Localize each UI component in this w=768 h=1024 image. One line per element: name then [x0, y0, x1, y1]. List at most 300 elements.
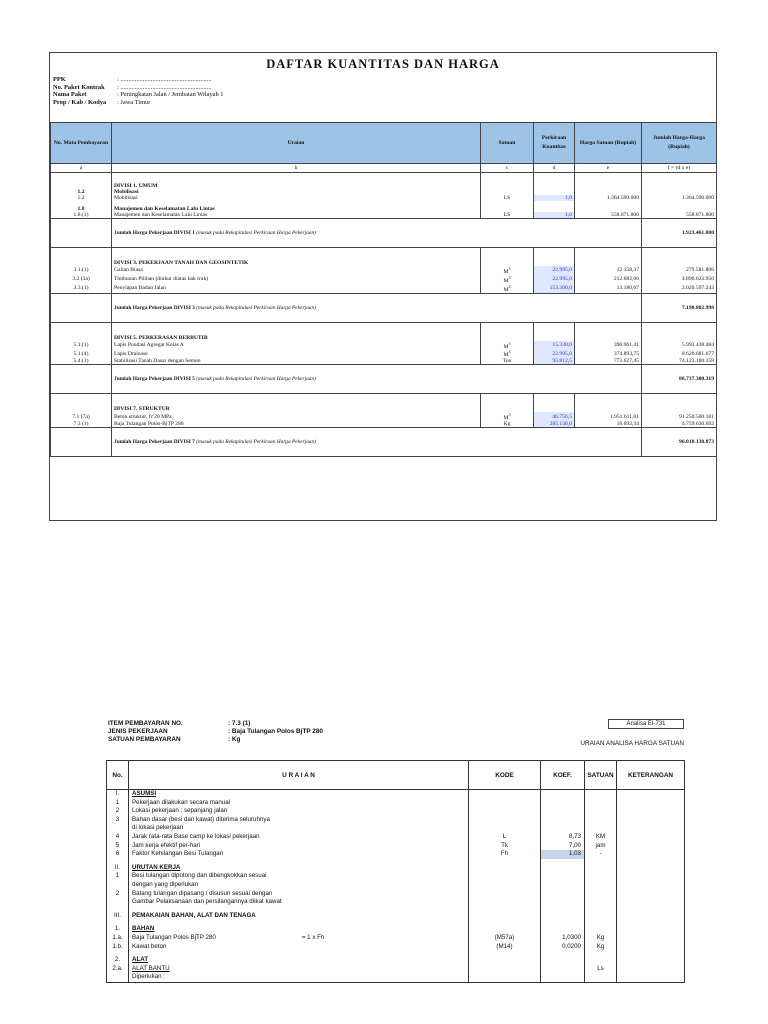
analysis-row	[107, 872, 685, 881]
division-total-label	[112, 219, 642, 248]
row-remarks	[617, 881, 685, 890]
row-description	[129, 973, 469, 982]
description-text: Kawat beton	[132, 942, 167, 950]
column-letter: c	[481, 164, 534, 173]
row-remarks	[617, 912, 685, 921]
row-code	[469, 807, 541, 816]
empty-cell	[534, 248, 575, 256]
row-number: 5	[107, 842, 129, 851]
row-description	[129, 833, 469, 842]
row-code	[469, 881, 541, 890]
meta-row	[53, 76, 223, 84]
row-remarks	[617, 842, 685, 851]
item-unit-price: 16.692,34	[575, 421, 642, 428]
row-code	[469, 799, 541, 808]
unit-base: M	[503, 352, 509, 359]
table-row	[51, 412, 717, 421]
row-code	[469, 965, 541, 974]
column-letter: b	[112, 164, 481, 173]
title-text: DIVISI 7. STRUKTUR	[112, 406, 481, 412]
quantities-table	[50, 122, 717, 457]
row-number: 2.a.	[107, 965, 129, 974]
item-description: Stabilisasi Tanah Dasar dengan Semen	[112, 358, 481, 365]
empty-cell	[51, 293, 112, 322]
analysis-row	[107, 881, 685, 890]
item-number: 3.3.(1)	[51, 284, 112, 293]
item-unit-price: 390.961,41	[575, 341, 642, 350]
division-total-label	[112, 365, 642, 394]
col-header-jumlah: Jumlah Harga-Harga (Rupiah)	[642, 123, 717, 164]
field-key: ITEM PEMBAYARAN NO.	[108, 720, 183, 727]
item-total: 91.250.500.181	[642, 412, 717, 421]
description-text: di lokasi pekerjaan	[132, 824, 184, 832]
analysis-header-field	[108, 728, 323, 736]
bill-of-quantities-sheet	[49, 52, 717, 521]
column-letter: f = (d x e)	[642, 164, 717, 173]
row-code	[469, 816, 541, 825]
row-unit: jam	[585, 842, 617, 851]
item-unit-price: 558.871.800	[575, 212, 642, 219]
description-text: ASUMSI	[132, 790, 157, 797]
item-total: 558.871.800	[642, 212, 717, 219]
analysis-subtitle: URAIAN ANALISA HARGA SATUAN	[580, 740, 684, 747]
row-code	[469, 890, 541, 899]
total-label-note: (masuk pada Rekapitulasi Perkiraan Harga Pekerjaan)	[196, 376, 316, 383]
ahs-col-no: No.	[107, 761, 129, 790]
item-unit-price: 1.951.611,01	[575, 412, 642, 421]
table-header-row	[51, 123, 717, 164]
field-key: SATUAN PEMBAYARAN	[108, 736, 181, 743]
unit-exponent: 3	[508, 349, 511, 355]
row-description	[129, 956, 469, 965]
row-code: (M14)	[469, 943, 541, 952]
row-description	[129, 890, 469, 899]
item-unit-price: 773.627,45	[575, 358, 642, 365]
row-remarks	[617, 799, 685, 808]
row-description	[129, 881, 469, 890]
row-remarks	[617, 816, 685, 825]
row-description	[129, 842, 469, 851]
row-coefficient	[541, 881, 585, 890]
row-coefficient	[541, 956, 585, 965]
row-code: L	[469, 833, 541, 842]
item-unit-price: 374.893,75	[575, 349, 642, 358]
ahs-col-satuan: SATUAN	[585, 761, 617, 790]
item-unit: LS	[481, 195, 534, 201]
item-number: 1.8.(1)	[51, 212, 112, 219]
analysis-row	[107, 912, 685, 921]
title-text: DIVISI 3. PEKERJAAN TANAH DAN GEOSINTETIK	[112, 260, 481, 266]
title-text: Mobilisasi	[112, 189, 481, 195]
row-remarks	[617, 824, 685, 833]
row-code	[469, 898, 541, 907]
item-quantity: 46.756,5	[534, 412, 575, 421]
row-number: 4	[107, 833, 129, 842]
col-header-kuantitas: Perkiraan Kuantitas	[534, 123, 575, 164]
item-total: 4.890.623.950	[642, 275, 717, 284]
division-total-label	[112, 293, 642, 322]
analysis-row	[107, 842, 685, 851]
analysis-header-field	[108, 736, 323, 744]
spacer-row	[51, 394, 717, 402]
sheet-title: DAFTAR KUANTITAS DAN HARGA	[266, 57, 500, 71]
analysis-header-row	[107, 761, 685, 790]
row-unit	[585, 790, 617, 799]
row-remarks	[617, 956, 685, 965]
row-description	[129, 816, 469, 825]
analysis-row	[107, 890, 685, 899]
row-remarks	[617, 790, 685, 799]
row-remarks	[617, 898, 685, 907]
item-unit	[481, 341, 534, 350]
empty-cell	[51, 428, 112, 457]
table-row	[51, 341, 717, 350]
empty-cell	[51, 219, 112, 248]
row-unit: Kg	[585, 943, 617, 952]
item-unit	[481, 349, 534, 358]
row-number	[107, 898, 129, 907]
row-remarks	[617, 807, 685, 816]
row-coefficient	[541, 872, 585, 881]
item-description: Mobilisasi	[112, 195, 481, 201]
meta-row	[53, 84, 223, 92]
ahs-col-keterangan: KETERANGAN	[617, 761, 685, 790]
row-coefficient	[541, 973, 585, 982]
row-description	[129, 912, 469, 921]
row-number: 6	[107, 850, 129, 859]
column-letters-row	[51, 164, 717, 173]
meta-key: Nama Paket	[53, 91, 87, 99]
project-meta	[53, 76, 223, 106]
meta-key: No. Paket Kontrak	[53, 83, 105, 91]
empty-cell	[534, 394, 575, 402]
item-unit: Ton	[481, 358, 534, 365]
column-letter: e	[575, 164, 642, 173]
total-label-note: (masuk pada Rekapitulasi Perkiraan Harga Pekerjaan)	[196, 439, 316, 446]
empty-cell	[642, 322, 717, 330]
row-remarks	[617, 925, 685, 934]
analysis-row	[107, 790, 685, 799]
field-value: : 7.3 (1)	[228, 720, 251, 727]
row-remarks	[617, 872, 685, 881]
unit-base: M	[503, 415, 509, 422]
row-unit	[585, 925, 617, 934]
division-total-value: 88.737.300.319	[642, 365, 717, 394]
col-header-harga: Harga Satuan (Rupiah)	[575, 123, 642, 164]
row-coefficient	[541, 925, 585, 934]
meta-value: : .........................................................	[117, 83, 212, 91]
division-total-row	[51, 365, 717, 394]
item-quantity: 22.995,0	[534, 349, 575, 358]
total-label-text: Jumlah Harga Pekerjaan DIVISI 1	[114, 230, 195, 236]
col-header-uraian: Uraian	[112, 123, 481, 164]
analysis-header-field	[108, 720, 323, 728]
meta-value: : .........................................................	[117, 76, 212, 83]
col-header-satuan: Satuan	[481, 123, 534, 164]
description-text: Besi tulangan dipotong dan dibengkokkan sesuai	[132, 872, 267, 880]
description-text: ALAT	[132, 956, 149, 964]
analysis-header	[108, 720, 323, 744]
unit-base: M	[503, 268, 509, 275]
row-code	[469, 824, 541, 833]
analysis-row	[107, 833, 685, 842]
description-text: Diperlukan :	[132, 973, 166, 981]
row-remarks	[617, 850, 685, 859]
empty-cell	[112, 322, 481, 330]
item-description: Galian Biasa	[112, 266, 481, 275]
item-description: Manajemen dan Keselamatan Lalu Lintas	[112, 212, 481, 219]
item-unit-price: 212.682,06	[575, 275, 642, 284]
description-text: Bahan dasar (besi dan kawat) diterima seluruhnya	[132, 815, 270, 823]
row-description	[129, 934, 469, 943]
item-quantity: 22.995,0	[534, 275, 575, 284]
row-coefficient: 0,0200	[541, 943, 585, 952]
column-letter: d	[534, 164, 575, 173]
row-coefficient	[541, 816, 585, 825]
analysis-code-badge: Analisa EI-731	[608, 719, 684, 729]
item-quantity: 15.330,0	[534, 341, 575, 350]
unit-exponent: 3	[508, 412, 511, 418]
row-number: 3	[107, 816, 129, 825]
row-number	[107, 824, 129, 833]
row-unit	[585, 898, 617, 907]
row-number: 1.b.	[107, 943, 129, 952]
row-coefficient	[541, 912, 585, 921]
row-coefficient: 1,0300	[541, 934, 585, 943]
item-number: 1.2	[51, 195, 112, 201]
row-coefficient	[541, 824, 585, 833]
row-unit: Kg	[585, 934, 617, 943]
meta-key: Prop / Kab / Kodya	[53, 98, 107, 106]
row-unit: KM	[585, 833, 617, 842]
row-code: Fh	[469, 850, 541, 859]
empty-cell	[575, 394, 642, 402]
item-number: 7.1 (7a)	[51, 412, 112, 421]
row-description	[129, 799, 469, 808]
row-code	[469, 864, 541, 873]
description-text: Faktor Kehilangan Besi Tulangan	[132, 850, 224, 858]
division-total-label	[112, 428, 642, 457]
row-remarks	[617, 890, 685, 899]
empty-cell	[51, 365, 112, 394]
row-description	[129, 824, 469, 833]
total-label-text: Jumlah Harga Pekerjaan DIVISI 3	[114, 304, 195, 311]
unit-exponent: 2	[508, 283, 511, 289]
item-unit: LS	[481, 212, 534, 219]
row-unit	[585, 799, 617, 808]
row-coefficient	[541, 799, 585, 808]
description-text: Jam kerja efektif per-hari	[132, 841, 201, 849]
item-unit: Kg	[481, 421, 534, 428]
row-number: II.	[107, 864, 129, 873]
row-unit	[585, 824, 617, 833]
row-code	[469, 956, 541, 965]
analysis-table	[106, 760, 685, 983]
row-unit	[585, 872, 617, 881]
empty-cell	[642, 394, 717, 402]
item-number: 5.1.(1)	[51, 341, 112, 350]
row-code	[469, 790, 541, 799]
item-unit	[481, 266, 534, 275]
item-number: 1.2	[51, 189, 112, 195]
item-quantity: 22.995,0	[534, 266, 575, 275]
empty-cell	[575, 248, 642, 256]
total-label-text: Jumlah Harga Pekerjaan DIVISI 7	[114, 439, 195, 446]
table-row	[51, 266, 717, 275]
row-number	[107, 973, 129, 982]
item-description: Penyiapan Badan Jalan	[112, 284, 481, 293]
item-quantity: 285.138,0	[534, 421, 575, 428]
column-letter: a	[51, 164, 112, 173]
spacer-row	[51, 322, 717, 330]
row-number: 2.	[107, 956, 129, 965]
empty-cell	[51, 322, 112, 330]
item-description: Beton struktur, fc'20 MPa	[112, 412, 481, 421]
meta-key: PPK	[53, 76, 66, 83]
row-number: 1	[107, 872, 129, 881]
item-total: 8.620.681.677	[642, 349, 717, 358]
empty-cell	[112, 394, 481, 402]
item-quantity: 95.812,5	[534, 358, 575, 365]
empty-cell	[481, 394, 534, 402]
analysis-row	[107, 824, 685, 833]
analysis-row	[107, 864, 685, 873]
title-text: DIVISI 5. PERKERASAN BERBUTIR	[112, 335, 481, 341]
row-code	[469, 973, 541, 982]
item-number: 5.1.(4)	[51, 349, 112, 358]
description-text: ALAT BANTU	[132, 964, 170, 972]
meta-value: : Jawa Timur	[117, 98, 151, 106]
item-unit-price: 12.158,37	[575, 266, 642, 275]
row-coefficient: 1,03	[541, 850, 585, 859]
row-code: Tk	[469, 842, 541, 851]
field-value: : Baja Tulangan Polos BjTP 280	[228, 728, 323, 735]
row-code: (M57a)	[469, 934, 541, 943]
unit-exponent: 3	[508, 340, 511, 346]
unit-price-analysis-sheet	[104, 716, 684, 1024]
item-total: 2.020.597.243	[642, 284, 717, 293]
description-text: BAHAN	[132, 925, 155, 933]
row-coefficient	[541, 790, 585, 799]
row-number: 1.	[107, 925, 129, 934]
row-unit	[585, 807, 617, 816]
empty-cell	[112, 248, 481, 256]
item-quantity: 1,0	[534, 195, 575, 201]
row-remarks	[617, 864, 685, 873]
row-description	[129, 790, 469, 799]
description-text: Lokasi pekerjaan : sepanjang jalan	[132, 807, 228, 815]
title-text: Manajemen dan Keselamatan Lalu Lintas	[112, 206, 481, 212]
row-formula: = 1 x Fh	[301, 933, 325, 941]
meta-row	[53, 99, 223, 107]
analysis-row	[107, 799, 685, 808]
item-number: 5.4.(1)	[51, 358, 112, 365]
field-value: : Kg	[228, 736, 241, 743]
row-remarks	[617, 934, 685, 943]
empty-cell	[51, 248, 112, 256]
row-code	[469, 912, 541, 921]
row-coefficient	[541, 965, 585, 974]
description-text: Gambar Pelaksanaan dan persilangannya diikat kawat	[132, 898, 282, 906]
row-remarks	[617, 833, 685, 842]
description-text: URUTAN KERJA	[132, 863, 181, 871]
table-row	[51, 349, 717, 358]
analysis-row	[107, 965, 685, 974]
description-text: Pekerjaan dilakukan secara manual	[132, 798, 231, 806]
item-unit-price: 13.180,67	[575, 284, 642, 293]
empty-cell	[481, 248, 534, 256]
item-description: Timbunan Pilihan (diukur diatas bak truk)	[112, 275, 481, 284]
ahs-col-koef: KOEF.	[541, 761, 585, 790]
analysis-row	[107, 850, 685, 859]
row-description	[129, 943, 469, 952]
item-total: 74.123.180.158	[642, 358, 717, 365]
table-row	[51, 284, 717, 293]
row-description	[129, 925, 469, 934]
row-number: 1.a.	[107, 934, 129, 943]
analysis-row	[107, 925, 685, 934]
row-code	[469, 872, 541, 881]
description-text: Jarak rata-rata Base camp ke lokasi pekerjaan	[132, 832, 260, 840]
unit-base: M	[503, 286, 509, 293]
empty-cell	[481, 322, 534, 330]
division-total-row	[51, 293, 717, 322]
row-unit	[585, 973, 617, 982]
item-quantity: 1,0	[534, 212, 575, 219]
division-total-row	[51, 219, 717, 248]
description-text: Batang tulangan dipasang / disusun sesuai dengan	[132, 889, 273, 897]
row-number: 2	[107, 807, 129, 816]
ahs-col-uraian: U R A I A N	[129, 761, 469, 790]
item-unit	[481, 284, 534, 293]
row-unit	[585, 912, 617, 921]
row-coefficient	[541, 864, 585, 873]
row-description	[129, 864, 469, 873]
table-row	[51, 275, 717, 284]
analysis-row	[107, 943, 685, 952]
total-label-note: (masuk pada Rekapitulasi Perkiraan Harga Pekerjaan)	[196, 230, 316, 236]
item-number: 1.8	[51, 206, 112, 212]
row-coefficient: 7,00	[541, 842, 585, 851]
item-unit-price: 1.364.590.000	[575, 195, 642, 201]
analysis-row	[107, 934, 685, 943]
row-code	[469, 925, 541, 934]
description-text: Baja Tulangan Polos BjTP 280	[132, 933, 216, 941]
description-text: dengan yang diperlukan	[132, 880, 199, 888]
row-description	[129, 807, 469, 816]
item-number: 7.3 (1)	[51, 421, 112, 428]
unit-exponent: 3	[508, 266, 511, 271]
item-total: 279.581.806	[642, 266, 717, 275]
unit-exponent: 3	[508, 274, 511, 280]
item-unit	[481, 275, 534, 284]
row-unit	[585, 864, 617, 873]
item-description: Lapis Drainase	[112, 349, 481, 358]
row-coefficient	[541, 890, 585, 899]
empty-cell	[51, 394, 112, 402]
row-unit: Ls	[585, 965, 617, 974]
item-description: Baja Tulangan Polos-BjTP 280	[112, 421, 481, 428]
row-number: I.	[107, 790, 129, 799]
division-total-value: 1.923.461.800	[642, 219, 717, 248]
item-unit	[481, 412, 534, 421]
row-description	[129, 872, 469, 881]
item-quantity: 153.300,0	[534, 284, 575, 293]
row-remarks	[617, 973, 685, 982]
item-number: 3.2.(3a)	[51, 275, 112, 284]
description-text: PEMAKAIAN BAHAN, ALAT DAN TENAGA	[132, 911, 256, 919]
ahs-col-kode: KODE	[469, 761, 541, 790]
